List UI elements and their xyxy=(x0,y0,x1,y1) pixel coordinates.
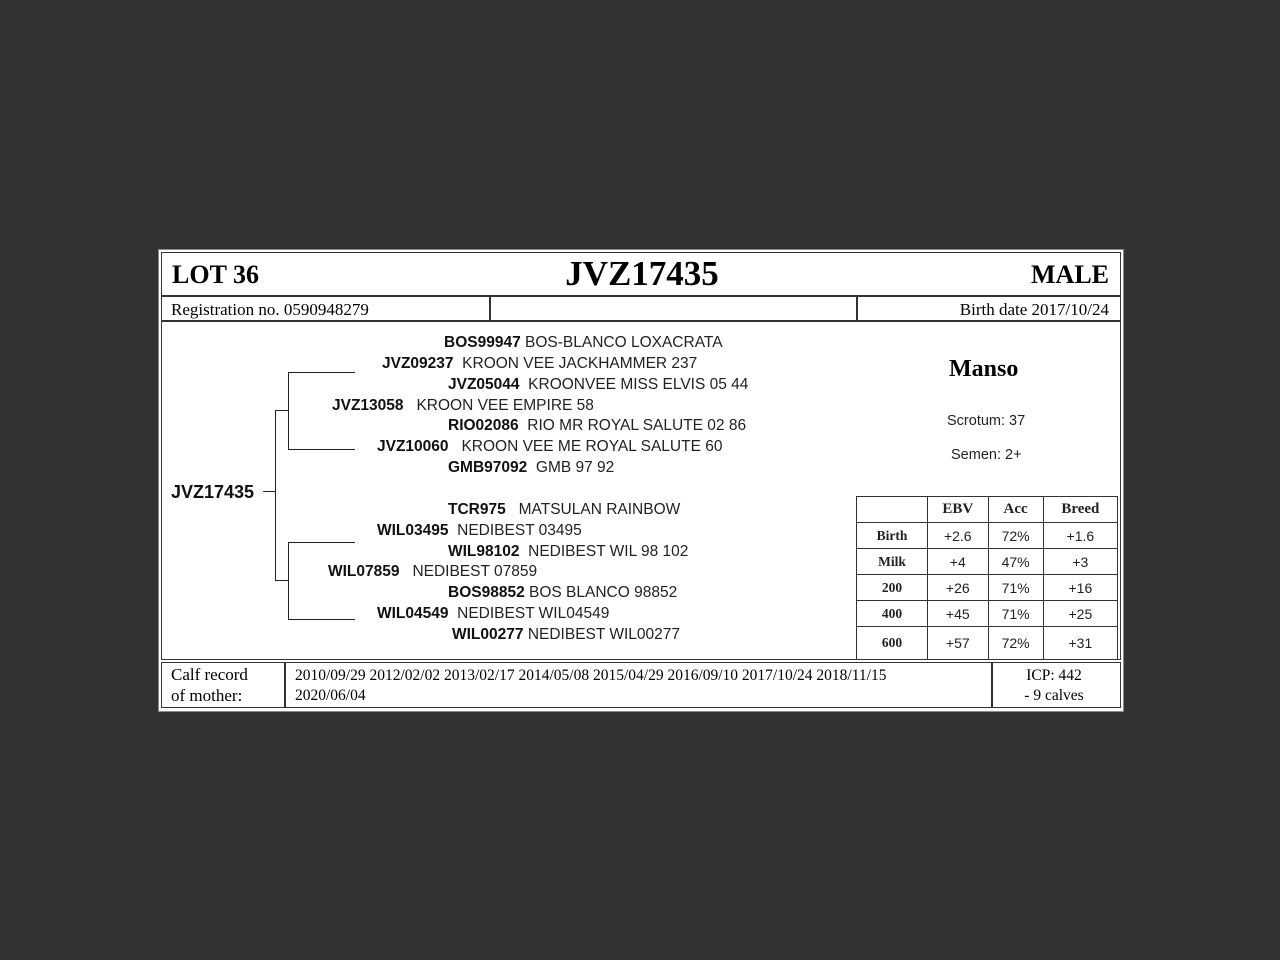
tree-line xyxy=(288,372,355,373)
tree-line xyxy=(263,491,275,492)
calf-record-dates xyxy=(295,666,985,706)
breed-value: +1.6 xyxy=(1043,523,1117,549)
semen-grade: Semen: 2+ xyxy=(951,447,1022,463)
ebv-row-label: Milk xyxy=(857,549,928,575)
ebv-value: +26 xyxy=(928,575,989,601)
pedigree-entry-sire-sire-dam: JVZ05044 KROONVEE MISS ELVIS 05 44 xyxy=(448,376,749,393)
tree-line xyxy=(275,580,288,581)
pedigree-entry-sire: JVZ13058 KROON VEE EMPIRE 58 xyxy=(332,397,594,414)
animal-name: Manso xyxy=(949,356,1019,382)
acc-value: 71% xyxy=(988,601,1043,627)
icp-value: ICP: 442 xyxy=(1026,667,1082,684)
ebv-row-milk xyxy=(857,549,1118,575)
ebv-table xyxy=(856,496,1118,660)
ebv-row-600 xyxy=(857,627,1118,660)
tree-line xyxy=(288,372,289,450)
tree-line xyxy=(288,542,289,620)
sex-label: MALE xyxy=(1031,260,1109,289)
tree-line xyxy=(275,410,276,581)
pedigree-entry-dam-sire-sire: TCR975 MATSULAN RAINBOW xyxy=(448,501,681,518)
pedigree-entry-sire-dam-dam: GMB97092 GMB 97 92 xyxy=(448,459,615,476)
registration-number: Registration no. 0590948279 xyxy=(171,300,369,319)
ebv-row-label: 200 xyxy=(857,575,928,601)
acc-value: 71% xyxy=(988,575,1043,601)
ebv-header-acc: Acc xyxy=(988,497,1043,523)
tree-line xyxy=(275,410,288,411)
ebv-row-birth xyxy=(857,523,1118,549)
tree-line xyxy=(288,449,355,450)
ebv-header-breed: Breed xyxy=(1043,497,1117,523)
acc-value: 72% xyxy=(988,627,1043,660)
lot-card xyxy=(158,249,1124,712)
lot-number: LOT 36 xyxy=(172,260,259,289)
pedigree-entry-sire-dam: JVZ10060 KROON VEE ME ROYAL SALUTE 60 xyxy=(377,438,723,455)
breed-value: +3 xyxy=(1043,549,1117,575)
ebv-row-label: Birth xyxy=(857,523,928,549)
ebv-row-400 xyxy=(857,601,1118,627)
calf-dates-line2: 2020/06/04 xyxy=(295,687,366,704)
pedigree-entry-dam-dam: WIL04549 NEDIBEST WIL04549 xyxy=(377,605,610,622)
ebv-header-ebv: EBV xyxy=(928,497,989,523)
pedigree-entry-sire-dam-sire: RIO02086 RIO MR ROYAL SALUTE 02 86 xyxy=(448,417,747,434)
calf-record-label-line2: of mother: xyxy=(171,686,243,705)
tree-line xyxy=(288,542,355,543)
blank-cell xyxy=(490,296,857,321)
pedigree-entry-sire-sire: JVZ09237 KROON VEE JACKHAMMER 237 xyxy=(382,355,698,372)
ebv-table-header xyxy=(857,497,1118,523)
calf-record-label-line1: Calf record xyxy=(171,665,248,684)
pedigree-subject: JVZ17435 xyxy=(171,482,255,502)
breed-value: +25 xyxy=(1043,601,1117,627)
pedigree-entry-dam: WIL07859 NEDIBEST 07859 xyxy=(328,563,538,580)
calves-count: - 9 calves xyxy=(1024,687,1084,704)
calf-dates-line1: 2010/09/29 2012/02/02 2013/02/17 2014/05/08 2015/04/29 2016/09/10 2017/10/24 2018/11/15 xyxy=(295,667,887,684)
ebv-value: +2.6 xyxy=(928,523,989,549)
ebv-header-blank xyxy=(857,497,928,523)
pedigree-entry-dam-sire: WIL03495 NEDIBEST 03495 xyxy=(377,522,582,539)
calf-record-label xyxy=(171,664,248,706)
ebv-row-label: 400 xyxy=(857,601,928,627)
pedigree-entry-sire-sire-sire: BOS99947 BOS-BLANCO LOXACRATA xyxy=(444,334,723,351)
scrotum-measure: Scrotum: 37 xyxy=(947,413,1026,429)
pedigree-entry-dam-sire-dam: WIL98102 NEDIBEST WIL 98 102 xyxy=(448,543,689,560)
acc-value: 47% xyxy=(988,549,1043,575)
animal-code-title: JVZ17435 xyxy=(565,254,719,293)
pedigree-entry-dam-dam-sire: BOS98852 BOS BLANCO 98852 xyxy=(448,584,678,601)
ebv-value: +4 xyxy=(928,549,989,575)
icp-summary xyxy=(994,666,1114,706)
birth-date: Birth date 2017/10/24 xyxy=(959,300,1109,319)
acc-value: 72% xyxy=(988,523,1043,549)
breed-value: +16 xyxy=(1043,575,1117,601)
pedigree-entry-dam-dam-dam: WIL00277 NEDIBEST WIL00277 xyxy=(452,626,681,643)
tree-line xyxy=(288,619,355,620)
breed-value: +31 xyxy=(1043,627,1117,660)
ebv-row-200 xyxy=(857,575,1118,601)
ebv-row-label: 600 xyxy=(857,627,928,660)
ebv-value: +45 xyxy=(928,601,989,627)
ebv-value: +57 xyxy=(928,627,989,660)
